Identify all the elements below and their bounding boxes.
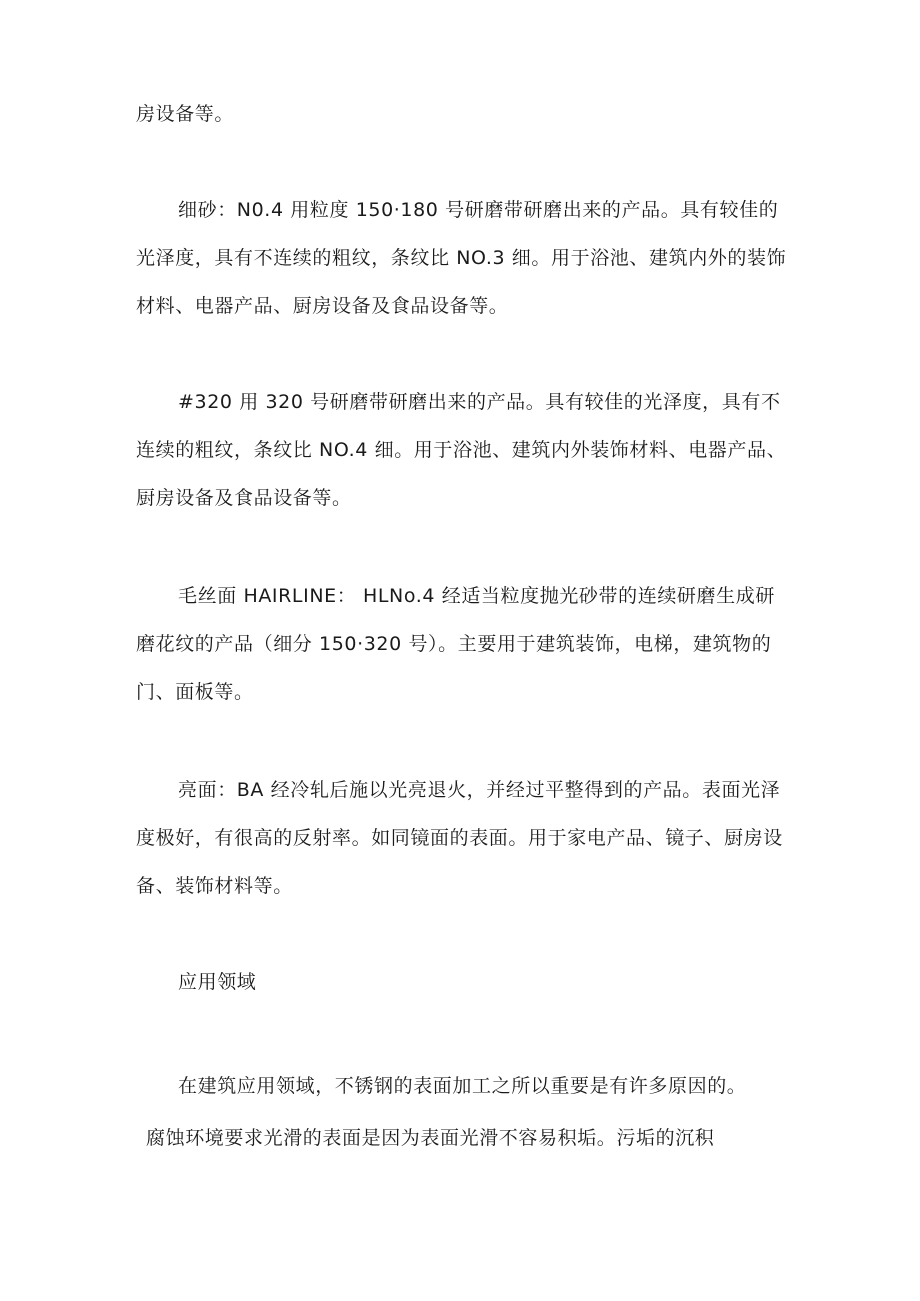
paragraph-line: 细砂：N0.4 用粒度 150·180 号研磨带研磨出来的产品。具有较佳的 <box>178 199 779 221</box>
paragraph-line: 厨房设备及食品设备等。 <box>136 487 352 509</box>
paragraph-line: 备、装饰材料等。 <box>136 875 293 897</box>
paragraph-line: 亮面：BA 经冷轧后施以光亮退火，并经过平整得到的产品。表面光泽 <box>178 779 781 801</box>
paragraph-line: 毛丝面 HAIRLINE： HLNo.4 经适当粒度抛光砂带的连续研磨生成研 <box>178 585 775 607</box>
paragraph-line: 连续的粗纹，条纹比 NO.4 细。用于浴池、建筑内外装饰材料、电器产品、 <box>136 439 787 461</box>
paragraph-line: 度极好，有很高的反射率。如同镜面的表面。用于家电产品、镜子、厨房设 <box>136 827 783 849</box>
paragraph-line: 房设备等。 <box>136 103 235 125</box>
section-heading: 应用领域 <box>178 971 257 993</box>
paragraph-line: 磨花纹的产品（细分 150·320 号）。主要用于建筑装饰，电梯，建筑物的 <box>136 633 772 655</box>
paragraph-line: 腐蚀环境要求光滑的表面是因为表面光滑不容易积垢。污垢的沉积 <box>146 1127 715 1149</box>
paragraph-line: 光泽度，具有不连续的粗纹，条纹比 NO.3 细。用于浴池、建筑内外的装饰 <box>136 247 787 269</box>
paragraph-line: 在建筑应用领域，不锈钢的表面加工之所以重要是有许多原因的。 <box>178 1075 747 1097</box>
paragraph-line: 材料、电器产品、厨房设备及食品设备等。 <box>136 295 509 317</box>
paragraph-line: #320 用 320 号研磨带研磨出来的产品。具有较佳的光泽度，具有不 <box>178 391 781 413</box>
paragraph-line: 门、面板等。 <box>136 681 254 703</box>
